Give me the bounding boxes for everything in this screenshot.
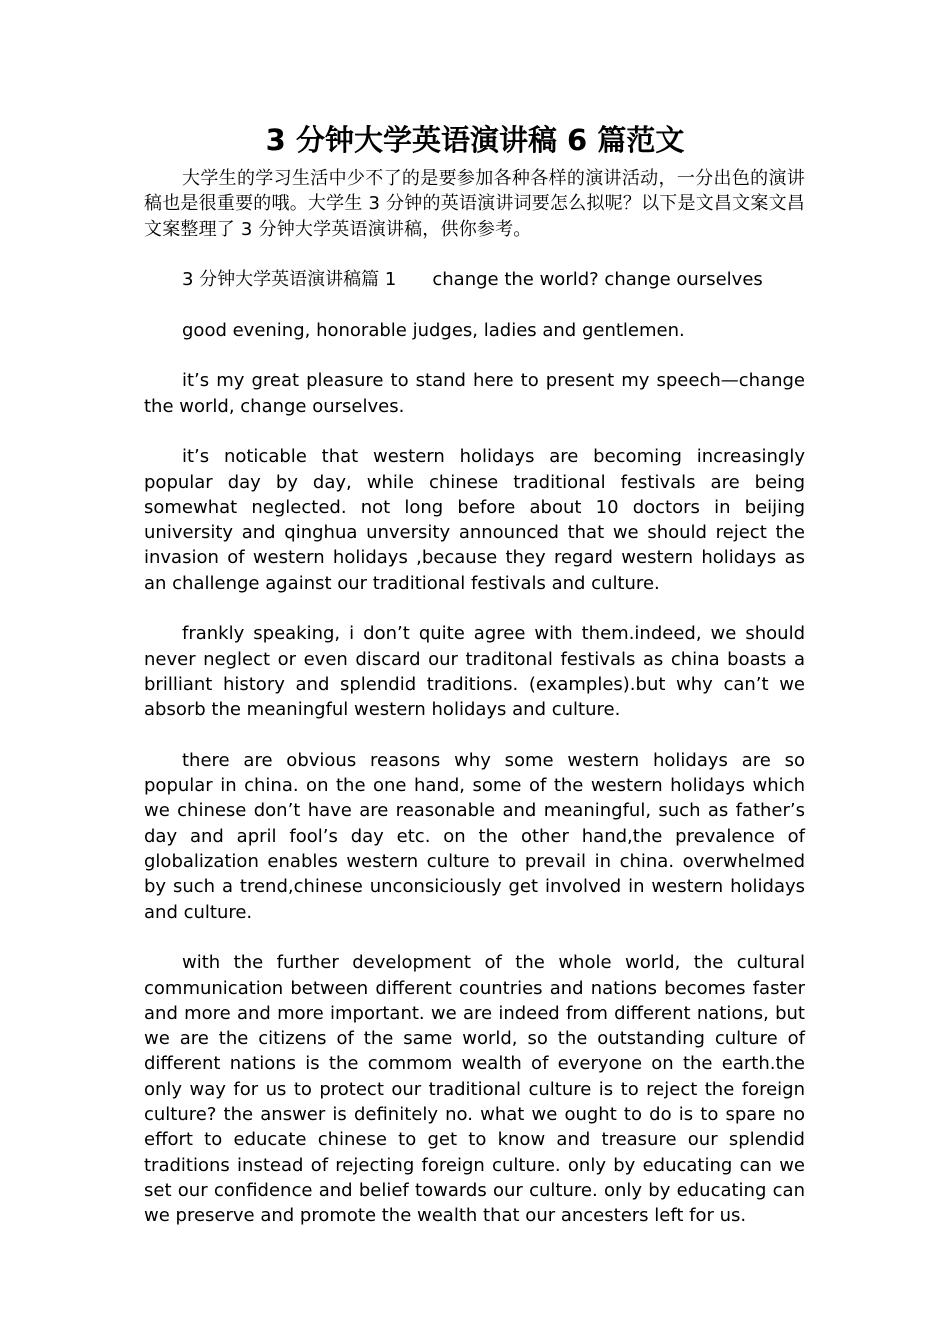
paragraph-frankly-speaking: frankly speaking, i don’t quite agree with them.indeed, we should never neglect or even discard our traditonal festivals as china boasts a brilliant history and splendid traditions. (examples).but why can’t we absorb the meaningful western holidays and culture. <box>144 623 805 721</box>
section-heading <box>144 267 805 292</box>
paragraph-obvious-reasons: there are obvious reasons why some western holidays are so popular in china. on the one hand, some of the western holidays which we chinese don’t have are reasonable and meaningful, such as father’s day and april fool’s day etc. on the other hand,the prevalence of globalization enables western culture to prevail in china. overwhelmed by such a trend,chinese unconsiciously get involved in western holidays and culture. <box>144 749 805 923</box>
section-subtitle: change the world? change ourselves <box>432 269 763 291</box>
paragraph-gap <box>144 596 805 621</box>
document-title: 3 分钟大学英语演讲稿 6 篇范文 <box>265 123 685 157</box>
paragraph-further-development: with the further development of the whole world, the cultural communication between different countries and nations becomes faster and more and more important. we are indeed from different nations, but we are the citizens of the same world, so the outstanding culture of different nations is the commom wealth of everyone on the earth.the only way for us to protect our traditional culture is to reject the foreign culture? the answer is definitely no. what we ought to do is to spare no effort to educate chinese to get to know and treasure our splendid traditions instead of rejecting foreign culture. only by educating can we set our confidence and belief towards our culture. only by educating can we preserve and promote the wealth that our ancesters left for us. <box>144 952 805 1227</box>
intro-paragraph: 大学生的学习生活中少不了的是要参加各种各样的演讲活动，一分出色的演讲稿也是很重要的哦。大学生 3 分钟的英语演讲词要怎么拟呢？以下是文昌文案文昌文案整理了 3 分钟大学英语演讲稿，供你参考。 <box>144 168 805 240</box>
section-label: 3 分钟大学英语演讲稿篇 1 <box>182 269 397 291</box>
paragraph-gap <box>144 925 805 950</box>
document-body <box>144 166 805 1228</box>
paragraph-gap <box>144 723 805 748</box>
paragraph-gap <box>144 343 805 368</box>
paragraph-gap <box>144 419 805 444</box>
paragraph-gap <box>144 242 805 267</box>
paragraph-greeting: good evening, honorable judges, ladies and gentlemen. <box>182 319 685 341</box>
paragraph-opening: it’s my great pleasure to stand here to present my speech—change the world, change ourselves. <box>144 370 805 417</box>
paragraph-western-holidays: it’s noticable that western holidays are becoming increasingly popular day by day, while chinese traditional festivals are being somewhat neglected. not long before about 10 doctors in beijing university and qinghua unversity announced that we should reject the invasion of western holidays ,because they regard western holidays as an challenge against our traditional festivals and culture. <box>144 446 805 594</box>
paragraph-gap <box>144 292 805 317</box>
